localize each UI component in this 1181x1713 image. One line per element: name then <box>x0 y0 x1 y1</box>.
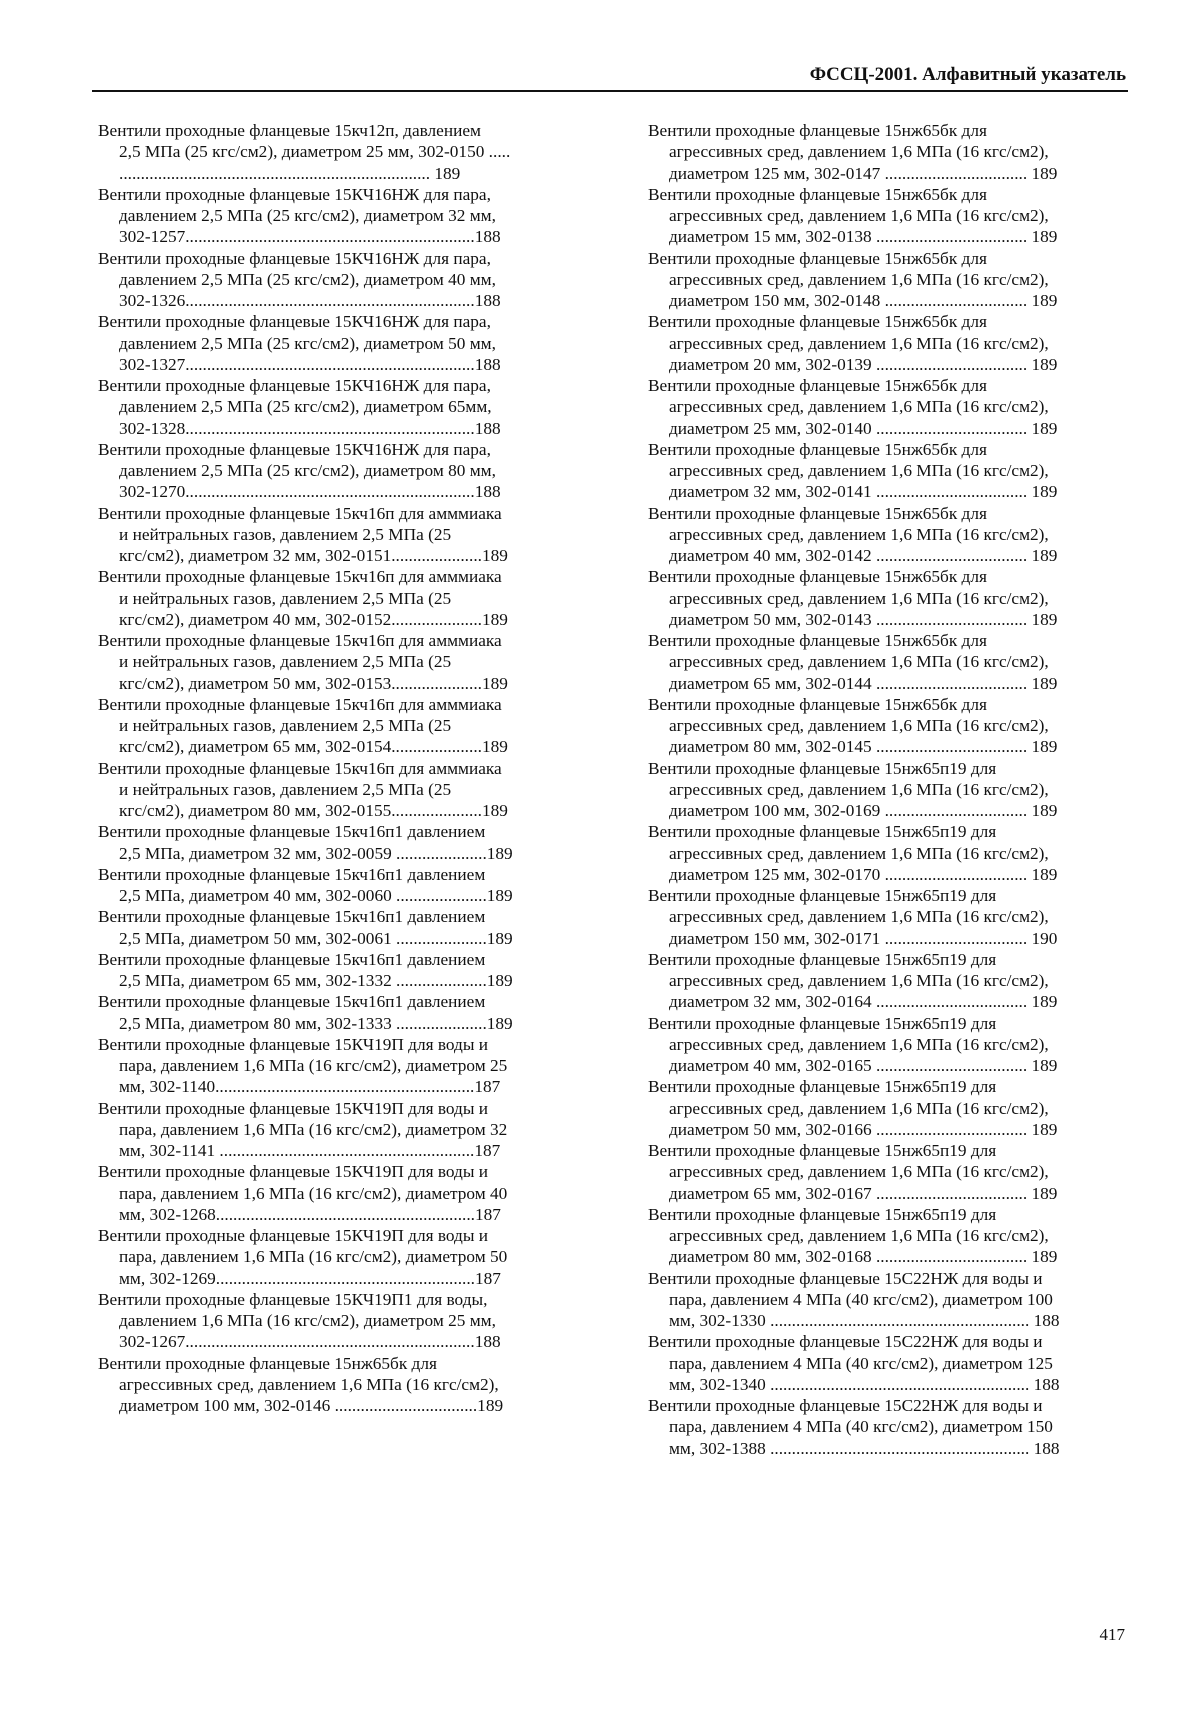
index-entry-line: Вентили проходные фланцевые 15нж65п19 для <box>648 1077 997 1097</box>
index-entry-line: мм, 302-1340 ............................................................ 188 <box>669 1374 1060 1394</box>
index-entry-line: ........................................................................ 189 <box>119 163 461 183</box>
index-entry-line: Вентили проходные фланцевые 15нж65бк для <box>648 121 987 140</box>
index-entry <box>648 1331 1126 1395</box>
index-entry-line: 302-1327...................................................................188 <box>119 354 501 374</box>
index-entry-line: давлением 2,5 МПа (25 кгс/см2), диаметром 32 мм, <box>119 206 496 225</box>
index-entry-line: давлением 2,5 МПа (25 кгс/см2), диаметром 50 мм, <box>119 333 496 353</box>
index-entry-line: мм, 302-1330 ............................................................ 188 <box>669 1311 1060 1330</box>
index-entry <box>98 630 578 694</box>
index-entry-line: диаметром 50 мм, 302-0166 ................................... 189 <box>669 1119 1058 1139</box>
index-entry-line: кгс/см2), диаметром 50 мм, 302-0153.....................189 <box>119 673 508 693</box>
index-entry-line: диаметром 40 мм, 302-0165 ................................... 189 <box>669 1056 1058 1075</box>
index-entry-line: агрессивных сред, давлением 1,6 МПа (16 кгс/см2), <box>669 652 1049 672</box>
index-entry-line: Вентили проходные фланцевые 15нж65бк для <box>648 439 987 459</box>
index-entry <box>648 1013 1126 1077</box>
index-entry <box>98 864 578 907</box>
index-entry-line: Вентили проходные фланцевые 15кч16п для амммиака <box>98 758 502 778</box>
index-entry-line: Вентили проходные фланцевые 15нж65бк для <box>648 567 987 587</box>
index-entry-line: пара, давлением 1,6 МПа (16 кгс/см2), диаметром 32 <box>119 1119 508 1139</box>
index-entry-line: агрессивных сред, давлением 1,6 МПа (16 кгс/см2), <box>669 1162 1049 1182</box>
index-entry <box>98 1098 578 1162</box>
index-entry-line: Вентили проходные фланцевые 15С22НЖ для воды и <box>648 1396 1043 1415</box>
index-entry <box>648 821 1126 885</box>
index-entry-line: агрессивных сред, давлением 1,6 МПа (16 кгс/см2), <box>119 1374 499 1394</box>
index-entry-line: 2,5 МПа, диаметром 80 мм, 302-1333 .....................189 <box>119 1013 513 1033</box>
index-entry-line: Вентили проходные фланцевые 15кч16п1 давлением <box>98 864 486 884</box>
index-entry-line: пара, давлением 1,6 МПа (16 кгс/см2), диаметром 25 <box>119 1056 508 1075</box>
index-entry <box>648 375 1126 439</box>
index-entry-line: и нейтральных газов, давлением 2,5 МПа (25 <box>119 588 452 608</box>
running-header: ФССЦ-2001. Алфавитный указатель <box>809 64 1126 85</box>
index-entry-line: Вентили проходные фланцевые 15КЧ16НЖ для пара, <box>98 376 491 395</box>
index-entry-line: Вентили проходные фланцевые 15КЧ19П для воды и <box>98 1162 489 1182</box>
index-entry-line: давлением 1,6 МПа (16 кгс/см2), диаметром 25 мм, <box>119 1311 496 1330</box>
index-entry-line: диаметром 100 мм, 302-0146 .................................189 <box>119 1396 504 1415</box>
index-entry-line: Вентили проходные фланцевые 15кч16п1 давлением <box>98 907 486 927</box>
index-entry <box>98 949 578 992</box>
index-entry-line: Вентили проходные фланцевые 15нж65бк для <box>648 694 987 714</box>
index-entry-line: мм, 302-1141 ...........................................................187 <box>119 1141 501 1160</box>
index-entry-line: пара, давлением 1,6 МПа (16 кгс/см2), диаметром 40 <box>119 1183 508 1203</box>
index-entry <box>98 758 578 822</box>
index-entry <box>648 120 1126 184</box>
index-entry-line: диаметром 15 мм, 302-0138 ................................... 189 <box>669 227 1058 247</box>
index-entry <box>98 248 578 312</box>
index-entry <box>98 906 578 949</box>
index-entry-line: Вентили проходные фланцевые 15нж65п19 для <box>648 1204 997 1224</box>
index-entry <box>98 1353 578 1417</box>
index-entry-line: 302-1328...................................................................188 <box>119 418 501 438</box>
index-entry-line: Вентили проходные фланцевые 15нж65бк для <box>648 248 987 268</box>
index-entry-line: Вентили проходные фланцевые 15С22НЖ для воды и <box>648 1332 1043 1352</box>
index-entry-line: агрессивных сред, давлением 1,6 МПа (16 кгс/см2), <box>669 1226 1049 1245</box>
index-entry <box>98 566 578 630</box>
index-entry-line: кгс/см2), диаметром 65 мм, 302-0154.....................189 <box>119 737 508 757</box>
index-entry-line: 2,5 МПа, диаметром 40 мм, 302-0060 .....................189 <box>119 886 513 905</box>
index-entry <box>98 311 578 375</box>
index-entry <box>648 1204 1126 1268</box>
page-number: 417 <box>1099 1625 1125 1644</box>
index-entry-line: и нейтральных газов, давлением 2,5 МПа (25 <box>119 779 452 799</box>
index-entry-line: 302-1267...................................................................188 <box>119 1332 501 1352</box>
index-entry-line: Вентили проходные фланцевые 15нж65бк для <box>648 184 987 204</box>
index-entry-line: Вентили проходные фланцевые 15нж65бк для <box>98 1353 437 1373</box>
index-entry-line: 302-1270...................................................................188 <box>119 482 501 502</box>
index-entry-line: 2,5 МПа, диаметром 32 мм, 302-0059 .....................189 <box>119 843 513 863</box>
index-entry-line: давлением 2,5 МПа (25 кгс/см2), диаметром 40 мм, <box>119 269 496 289</box>
index-entry-line: агрессивных сред, давлением 1,6 МПа (16 кгс/см2), <box>669 397 1049 417</box>
index-entry <box>648 439 1126 503</box>
index-entry-line: диаметром 65 мм, 302-0167 ................................... 189 <box>669 1183 1058 1203</box>
index-entry-line: агрессивных сред, давлением 1,6 МПа (16 кгс/см2), <box>669 333 1049 353</box>
index-entry-line: диаметром 65 мм, 302-0144 ................................... 189 <box>669 673 1058 693</box>
index-entry-line: диаметром 125 мм, 302-0147 ................................. 189 <box>669 163 1058 183</box>
index-entry-line: Вентили проходные фланцевые 15КЧ19П для воды и <box>98 1226 489 1245</box>
index-entry-line: диаметром 150 мм, 302-0171 ................................. 190 <box>669 928 1058 948</box>
index-entry-line: Вентили проходные фланцевые 15КЧ19П для воды и <box>98 1034 489 1054</box>
index-entry-line: Вентили проходные фланцевые 15кч16п для амммиака <box>98 631 502 650</box>
index-entry-line: агрессивных сред, давлением 1,6 МПа (16 кгс/см2), <box>669 971 1049 990</box>
index-entry-line: Вентили проходные фланцевые 15нж65п19 для <box>648 822 997 842</box>
index-entry-line: диаметром 150 мм, 302-0148 ................................. 189 <box>669 291 1058 310</box>
index-entry-line: Вентили проходные фланцевые 15КЧ16НЖ для пара, <box>98 248 491 268</box>
index-entry <box>98 1225 578 1289</box>
index-entry-line: Вентили проходные фланцевые 15нж65бк для <box>648 631 987 650</box>
index-entry <box>648 1076 1126 1140</box>
index-column-right <box>648 120 1126 1459</box>
index-entry-line: Вентили проходные фланцевые 15нж65п19 для <box>648 758 997 778</box>
index-entry-line: 302-1257...................................................................188 <box>119 227 501 247</box>
index-entry-line: диаметром 40 мм, 302-0142 ................................... 189 <box>669 546 1058 565</box>
index-entry <box>98 375 578 439</box>
index-entry-line: агрессивных сред, давлением 1,6 МПа (16 кгс/см2), <box>669 1098 1049 1118</box>
index-entry-line: кгс/см2), диаметром 80 мм, 302-0155.....................189 <box>119 801 508 820</box>
index-entry-line: 2,5 МПа, диаметром 65 мм, 302-1332 .....................189 <box>119 971 513 990</box>
index-entry <box>98 1289 578 1353</box>
index-entry-line: Вентили проходные фланцевые 15нж65п19 для <box>648 886 997 905</box>
index-entry-line: агрессивных сред, давлением 1,6 МПа (16 кгс/см2), <box>669 1034 1049 1054</box>
index-entry-line: и нейтральных газов, давлением 2,5 МПа (25 <box>119 652 452 672</box>
index-entry-line: Вентили проходные фланцевые 15КЧ16НЖ для пара, <box>98 439 491 459</box>
index-entry-line: диаметром 125 мм, 302-0170 ................................. 189 <box>669 864 1058 884</box>
index-entry-line: диаметром 80 мм, 302-0145 ................................... 189 <box>669 737 1058 757</box>
index-column-left <box>98 120 578 1416</box>
index-entry-line: Вентили проходные фланцевые 15КЧ16НЖ для пара, <box>98 312 491 332</box>
index-entry-line: кгс/см2), диаметром 40 мм, 302-0152.....................189 <box>119 609 508 629</box>
index-entry-line: кгс/см2), диаметром 32 мм, 302-0151.....................189 <box>119 546 508 565</box>
index-entry-line: пара, давлением 4 МПа (40 кгс/см2), диаметром 100 <box>669 1289 1053 1309</box>
index-entry-line: Вентили проходные фланцевые 15нж65п19 для <box>648 1013 997 1033</box>
index-entry <box>648 758 1126 822</box>
index-entry-line: пара, давлением 4 МПа (40 кгс/см2), диаметром 150 <box>669 1417 1053 1437</box>
index-entry-line: Вентили проходные фланцевые 15КЧ16НЖ для пара, <box>98 184 491 204</box>
index-entry <box>648 1140 1126 1204</box>
index-entry-line: Вентили проходные фланцевые 15кч16п для амммиака <box>98 567 502 587</box>
index-entry-line: Вентили проходные фланцевые 15нж65бк для <box>648 376 987 395</box>
index-entry <box>98 503 578 567</box>
index-entry-line: давлением 2,5 МПа (25 кгс/см2), диаметром 65мм, <box>119 397 492 417</box>
index-entry-line: 302-1326...................................................................188 <box>119 291 501 310</box>
index-entry-line: агрессивных сред, давлением 1,6 МПа (16 кгс/см2), <box>669 206 1049 225</box>
index-entry-line: агрессивных сред, давлением 1,6 МПа (16 кгс/см2), <box>669 524 1049 544</box>
index-entry <box>648 184 1126 248</box>
index-entry-line: Вентили проходные фланцевые 15КЧ19П для воды и <box>98 1098 489 1118</box>
index-entry-line: диаметром 80 мм, 302-0168 ................................... 189 <box>669 1247 1058 1267</box>
index-entry <box>648 949 1126 1013</box>
index-entry-line: Вентили проходные фланцевые 15кч16п1 давлением <box>98 992 486 1012</box>
index-entry-line: Вентили проходные фланцевые 15кч16п1 давлением <box>98 822 486 842</box>
index-entry <box>98 439 578 503</box>
index-entry-line: мм, 302-1268............................................................187 <box>119 1204 501 1224</box>
index-entry-line: и нейтральных газов, давлением 2,5 МПа (25 <box>119 716 452 735</box>
index-entry-line: Вентили проходные фланцевые 15нж65бк для <box>648 503 987 523</box>
index-entry-line: пара, давлением 1,6 МПа (16 кгс/см2), диаметром 50 <box>119 1247 508 1267</box>
index-entry-line: Вентили проходные фланцевые 15КЧ19П1 для воды, <box>98 1289 488 1309</box>
index-entry-line: диаметром 32 мм, 302-0164 ................................... 189 <box>669 992 1058 1012</box>
index-entry <box>98 991 578 1034</box>
index-entry-line: давлением 2,5 МПа (25 кгс/см2), диаметром 80 мм, <box>119 461 496 480</box>
index-entry-line: агрессивных сред, давлением 1,6 МПа (16 кгс/см2), <box>669 269 1049 289</box>
index-entry-line: агрессивных сред, давлением 1,6 МПа (16 кгс/см2), <box>669 142 1049 162</box>
index-entry <box>648 694 1126 758</box>
index-entry <box>648 1395 1126 1459</box>
index-entry-line: агрессивных сред, давлением 1,6 МПа (16 кгс/см2), <box>669 588 1049 608</box>
index-entry <box>648 503 1126 567</box>
index-entry-line: Вентили проходные фланцевые 15С22НЖ для воды и <box>648 1268 1043 1288</box>
index-entry-line: агрессивных сред, давлением 1,6 МПа (16 кгс/см2), <box>669 907 1049 927</box>
index-entry-line: и нейтральных газов, давлением 2,5 МПа (25 <box>119 524 452 544</box>
header-rule <box>92 90 1128 92</box>
index-entry <box>648 630 1126 694</box>
index-entry-line: Вентили проходные фланцевые 15нж65п19 для <box>648 949 997 969</box>
index-entry <box>648 248 1126 312</box>
index-entry <box>98 1161 578 1225</box>
index-entry-line: Вентили проходные фланцевые 15кч16п для амммиака <box>98 503 502 523</box>
index-entry <box>98 1034 578 1098</box>
index-entry <box>98 184 578 248</box>
index-entry <box>98 120 578 184</box>
index-entry-line: диаметром 50 мм, 302-0143 ................................... 189 <box>669 609 1058 629</box>
index-entry-line: Вентили проходные фланцевые 15кч16п1 давлением <box>98 949 486 969</box>
index-entry-line: мм, 302-1388 ............................................................ 188 <box>669 1438 1060 1458</box>
index-entry-line: пара, давлением 4 МПа (40 кгс/см2), диаметром 125 <box>669 1353 1053 1373</box>
index-entry <box>98 821 578 864</box>
index-entry-line: Вентили проходные фланцевые 15нж65бк для <box>648 312 987 332</box>
index-entry-line: агрессивных сред, давлением 1,6 МПа (16 кгс/см2), <box>669 843 1049 863</box>
index-entry-line: агрессивных сред, давлением 1,6 МПа (16 кгс/см2), <box>669 461 1049 480</box>
index-entry-line: агрессивных сред, давлением 1,6 МПа (16 кгс/см2), <box>669 779 1049 799</box>
index-entry-line: мм, 302-1140............................................................187 <box>119 1077 501 1097</box>
index-entry <box>648 1268 1126 1332</box>
index-entry-line: 2,5 МПа (25 кгс/см2), диаметром 25 мм, 302-0150 ..... <box>119 142 511 162</box>
index-entry <box>648 885 1126 949</box>
index-entry-line: 2,5 МПа, диаметром 50 мм, 302-0061 .....................189 <box>119 928 513 948</box>
index-entry-line: мм, 302-1269............................................................187 <box>119 1268 501 1288</box>
index-entry <box>98 694 578 758</box>
index-entry-line: Вентили проходные фланцевые 15нж65п19 для <box>648 1141 997 1160</box>
index-entry-line: агрессивных сред, давлением 1,6 МПа (16 кгс/см2), <box>669 716 1049 735</box>
index-entry-line: диаметром 100 мм, 302-0169 ................................. 189 <box>669 801 1058 820</box>
index-entry-line: диаметром 20 мм, 302-0139 ................................... 189 <box>669 354 1058 374</box>
index-entry-line: диаметром 32 мм, 302-0141 ................................... 189 <box>669 482 1058 502</box>
index-entry <box>648 311 1126 375</box>
index-entry <box>648 566 1126 630</box>
index-entry-line: Вентили проходные фланцевые 15кч16п для амммиака <box>98 694 502 714</box>
index-entry-line: Вентили проходные фланцевые 15кч12п, давлением <box>98 121 481 140</box>
index-entry-line: диаметром 25 мм, 302-0140 ................................... 189 <box>669 418 1058 438</box>
